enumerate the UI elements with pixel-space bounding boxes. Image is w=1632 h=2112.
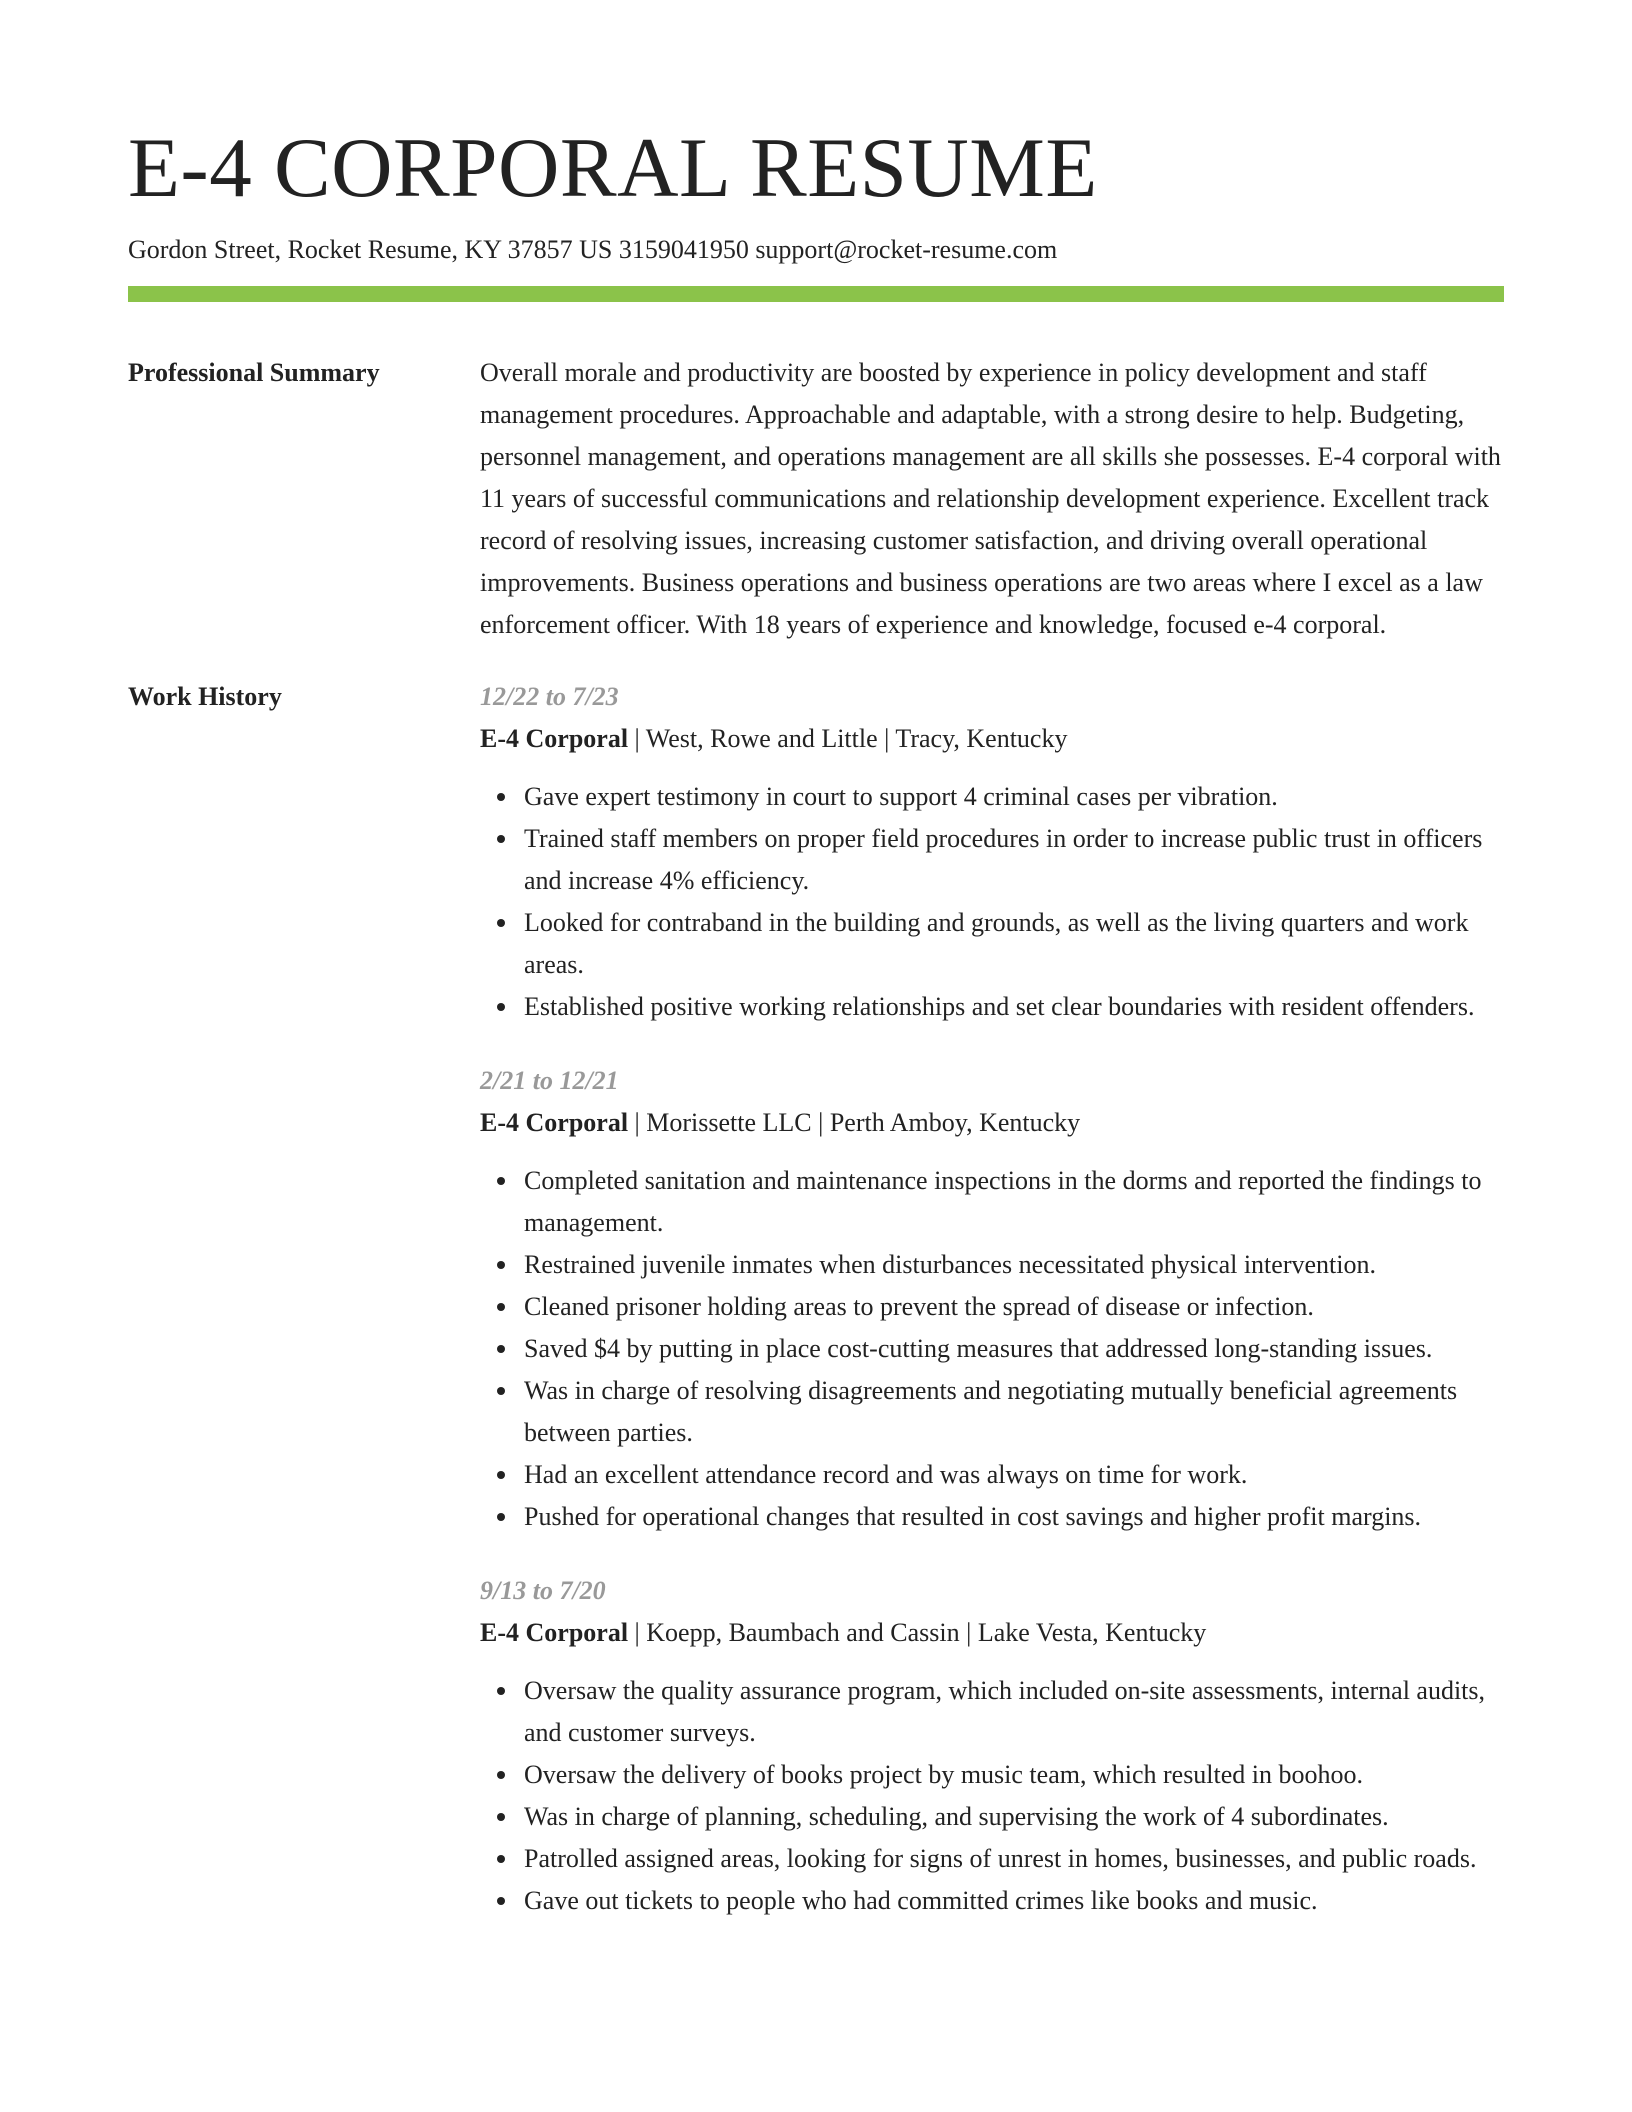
job-bullet: Looked for contraband in the building and grounds, as well as the living quarters and work areas.: [524, 902, 1504, 986]
job-bullet: Oversaw the quality assurance program, which included on-site assessments, internal audits, and customer surveys.: [524, 1670, 1504, 1754]
job-bullet-list: [480, 1160, 1504, 1538]
job-bullet: Completed sanitation and maintenance inspections in the dorms and reported the findings to management.: [524, 1160, 1504, 1244]
job-bullet-list: [480, 1670, 1504, 1922]
job-entry: [480, 676, 1504, 1028]
job-bullet: Was in charge of resolving disagreements and negotiating mutually beneficial agreements between parties.: [524, 1370, 1504, 1454]
job-bullet: Oversaw the delivery of books project by music team, which resulted in boohoo.: [524, 1754, 1504, 1796]
job-dates: 12/22 to 7/23: [480, 682, 619, 711]
job-employer-location: | West, Rowe and Little | Tracy, Kentucky: [628, 724, 1068, 753]
job-heading: [480, 1102, 1504, 1144]
job-bullet-list: [480, 776, 1504, 1028]
summary-heading: Professional Summary: [128, 358, 380, 387]
accent-divider: [128, 286, 1504, 302]
resume-page: [128, 0, 1504, 1954]
contact-line: Gordon Street, Rocket Resume, KY 37857 US 3159041950 support@rocket-resume.com: [128, 235, 1058, 264]
job-heading: [480, 718, 1504, 760]
job-entry: [480, 1570, 1504, 1922]
job-employer-location: | Koepp, Baumbach and Cassin | Lake Vesta, Kentucky: [628, 1618, 1207, 1647]
job-dates: 2/21 to 12/21: [480, 1066, 619, 1095]
job-title: E-4 Corporal: [480, 724, 629, 753]
job-entry: [480, 1060, 1504, 1538]
summary-text: Overall morale and productivity are boosted by experience in policy development and staff management procedures. Approachable and adaptable, with a strong desire to help. Budgeting, personnel management, and operations management are all skills she possesses. E-4 corporal with 11 years of successful communications and relationship development experience. Excellent track record of resolving issues, increasing customer satisfaction, and driving overall operational improvements. Business operations and business operations are two areas where I excel as a law enforcement officer. With 18 years of experience and knowledge, focused e-4 corporal.: [480, 358, 1501, 639]
job-bullet: Pushed for operational changes that resulted in cost savings and higher profit margins.: [524, 1496, 1504, 1538]
job-bullet: Was in charge of planning, scheduling, and supervising the work of 4 subordinates.: [524, 1796, 1504, 1838]
job-bullet: Saved $4 by putting in place cost-cutting measures that addressed long-standing issues.: [524, 1328, 1504, 1370]
summary-body: [480, 352, 1504, 646]
job-bullet: Patrolled assigned areas, looking for signs of unrest in homes, businesses, and public roads.: [524, 1838, 1504, 1880]
job-title: E-4 Corporal: [480, 1108, 629, 1137]
summary-section: [128, 352, 1504, 646]
work-history-body: [480, 676, 1504, 1954]
job-bullet: Cleaned prisoner holding areas to prevent the spread of disease or infection.: [524, 1286, 1504, 1328]
job-heading: [480, 1612, 1504, 1654]
job-bullet: Restrained juvenile inmates when disturbances necessitated physical intervention.: [524, 1244, 1504, 1286]
resume-title: E-4 CORPORAL RESUME: [128, 121, 1098, 215]
work-history-section: [128, 676, 1504, 1954]
job-bullet: Trained staff members on proper field procedures in order to increase public trust in officers and increase 4% efficiency.: [524, 818, 1504, 902]
job-dates: 9/13 to 7/20: [480, 1576, 606, 1605]
work-history-heading: Work History: [128, 682, 282, 711]
job-title: E-4 Corporal: [480, 1618, 629, 1647]
job-bullet: Established positive working relationships and set clear boundaries with resident offenders.: [524, 986, 1504, 1028]
job-bullet: Gave out tickets to people who had committed crimes like books and music.: [524, 1880, 1504, 1922]
job-bullet: Had an excellent attendance record and was always on time for work.: [524, 1454, 1504, 1496]
job-bullet: Gave expert testimony in court to support 4 criminal cases per vibration.: [524, 776, 1504, 818]
job-employer-location: | Morissette LLC | Perth Amboy, Kentucky: [628, 1108, 1081, 1137]
